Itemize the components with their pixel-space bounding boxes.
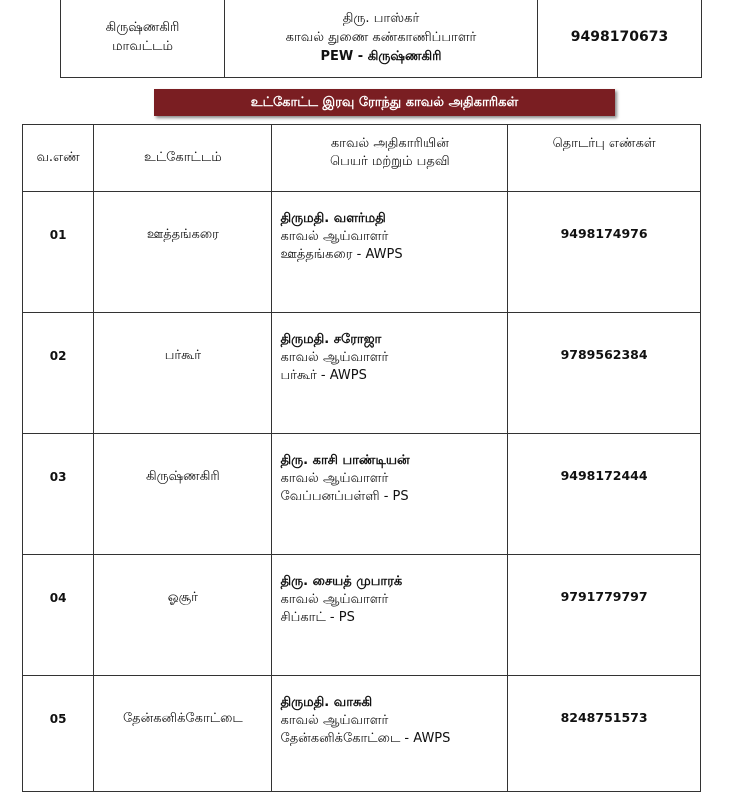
officer-name: திரு. காசி பாண்டியன் [280, 453, 410, 468]
row-subdivision: ஓசூர் [94, 555, 272, 676]
officer-name: திரு. சையத் முபாரக் [280, 574, 403, 589]
row-phone: 9791779797 [508, 555, 701, 676]
row-officer [272, 434, 508, 555]
officer-rank: காவல் ஆய்வாளர் [280, 350, 389, 365]
district-officer-name: திரு. பாஸ்கர் [342, 10, 420, 26]
officer-station: தேன்கனிக்கோட்டை - AWPS [280, 731, 451, 746]
table-row [23, 676, 701, 792]
row-phone: 9498174976 [508, 192, 701, 313]
district-officer-rank: காவல் துணை கண்காணிப்பாளர் [285, 29, 477, 45]
row-serial: 02 [23, 313, 94, 434]
district-officer-phone: 9498170673 [538, 0, 702, 78]
row-phone: 8248751573 [508, 676, 701, 792]
officer-station: பர்கூர் - AWPS [280, 368, 367, 383]
row-officer [272, 313, 508, 434]
district-officer-table [60, 0, 702, 78]
row-serial: 03 [23, 434, 94, 555]
night-patrol-officers-table [22, 124, 701, 792]
officer-rank: காவல் ஆய்வாளர் [280, 471, 389, 486]
officer-name: திருமதி. சரோஜா [280, 332, 382, 347]
section-banner: உட்கோட்ட இரவு ரோந்து காவல் அதிகாரிகள் [154, 89, 615, 116]
row-officer [272, 555, 508, 676]
row-serial: 05 [23, 676, 94, 792]
district-officer-unit: PEW - கிருஷ்ணகிரி [320, 48, 442, 64]
district-label: மாவட்டம் [112, 39, 173, 54]
row-phone: 9498172444 [508, 434, 701, 555]
row-officer [272, 676, 508, 792]
row-serial: 01 [23, 192, 94, 313]
officer-rank: காவல் ஆய்வாளர் [280, 229, 389, 244]
table-row [23, 192, 701, 313]
district-officer-cell [225, 0, 538, 78]
table-header-row [23, 125, 701, 192]
officer-rank: காவல் ஆய்வாளர் [280, 592, 389, 607]
district-cell [61, 0, 225, 78]
district-officer-row [61, 0, 702, 78]
header-officer-line1: காவல் அதிகாரியின் [330, 136, 449, 151]
row-subdivision: பர்கூர் [94, 313, 272, 434]
officer-rank: காவல் ஆய்வாளர் [280, 713, 389, 728]
officer-name: திருமதி. வாசுகி [280, 695, 373, 710]
row-subdivision: ஊத்தங்கரை [94, 192, 272, 313]
officer-station: ஊத்தங்கரை - AWPS [280, 247, 403, 262]
district-name: கிருஷ்ணகிரி [105, 20, 180, 35]
header-officer-line2: பெயர் மற்றும் பதவி [330, 154, 450, 169]
table-row [23, 434, 701, 555]
row-subdivision: தேன்கனிக்கோட்டை [94, 676, 272, 792]
header-phone: தொடர்பு எண்கள் [508, 125, 701, 192]
header-subdivision: உட்கோட்டம் [94, 125, 272, 192]
row-phone: 9789562384 [508, 313, 701, 434]
officer-station: சிப்காட் - PS [280, 610, 355, 625]
officer-station: வேப்பனப்பள்ளி - PS [280, 489, 409, 504]
header-serial: வ.எண் [23, 125, 94, 192]
row-subdivision: கிருஷ்ணகிரி [94, 434, 272, 555]
officer-name: திருமதி. வளர்மதி [280, 211, 386, 226]
table-row [23, 555, 701, 676]
row-officer [272, 192, 508, 313]
header-officer [272, 125, 508, 192]
table-row [23, 313, 701, 434]
row-serial: 04 [23, 555, 94, 676]
